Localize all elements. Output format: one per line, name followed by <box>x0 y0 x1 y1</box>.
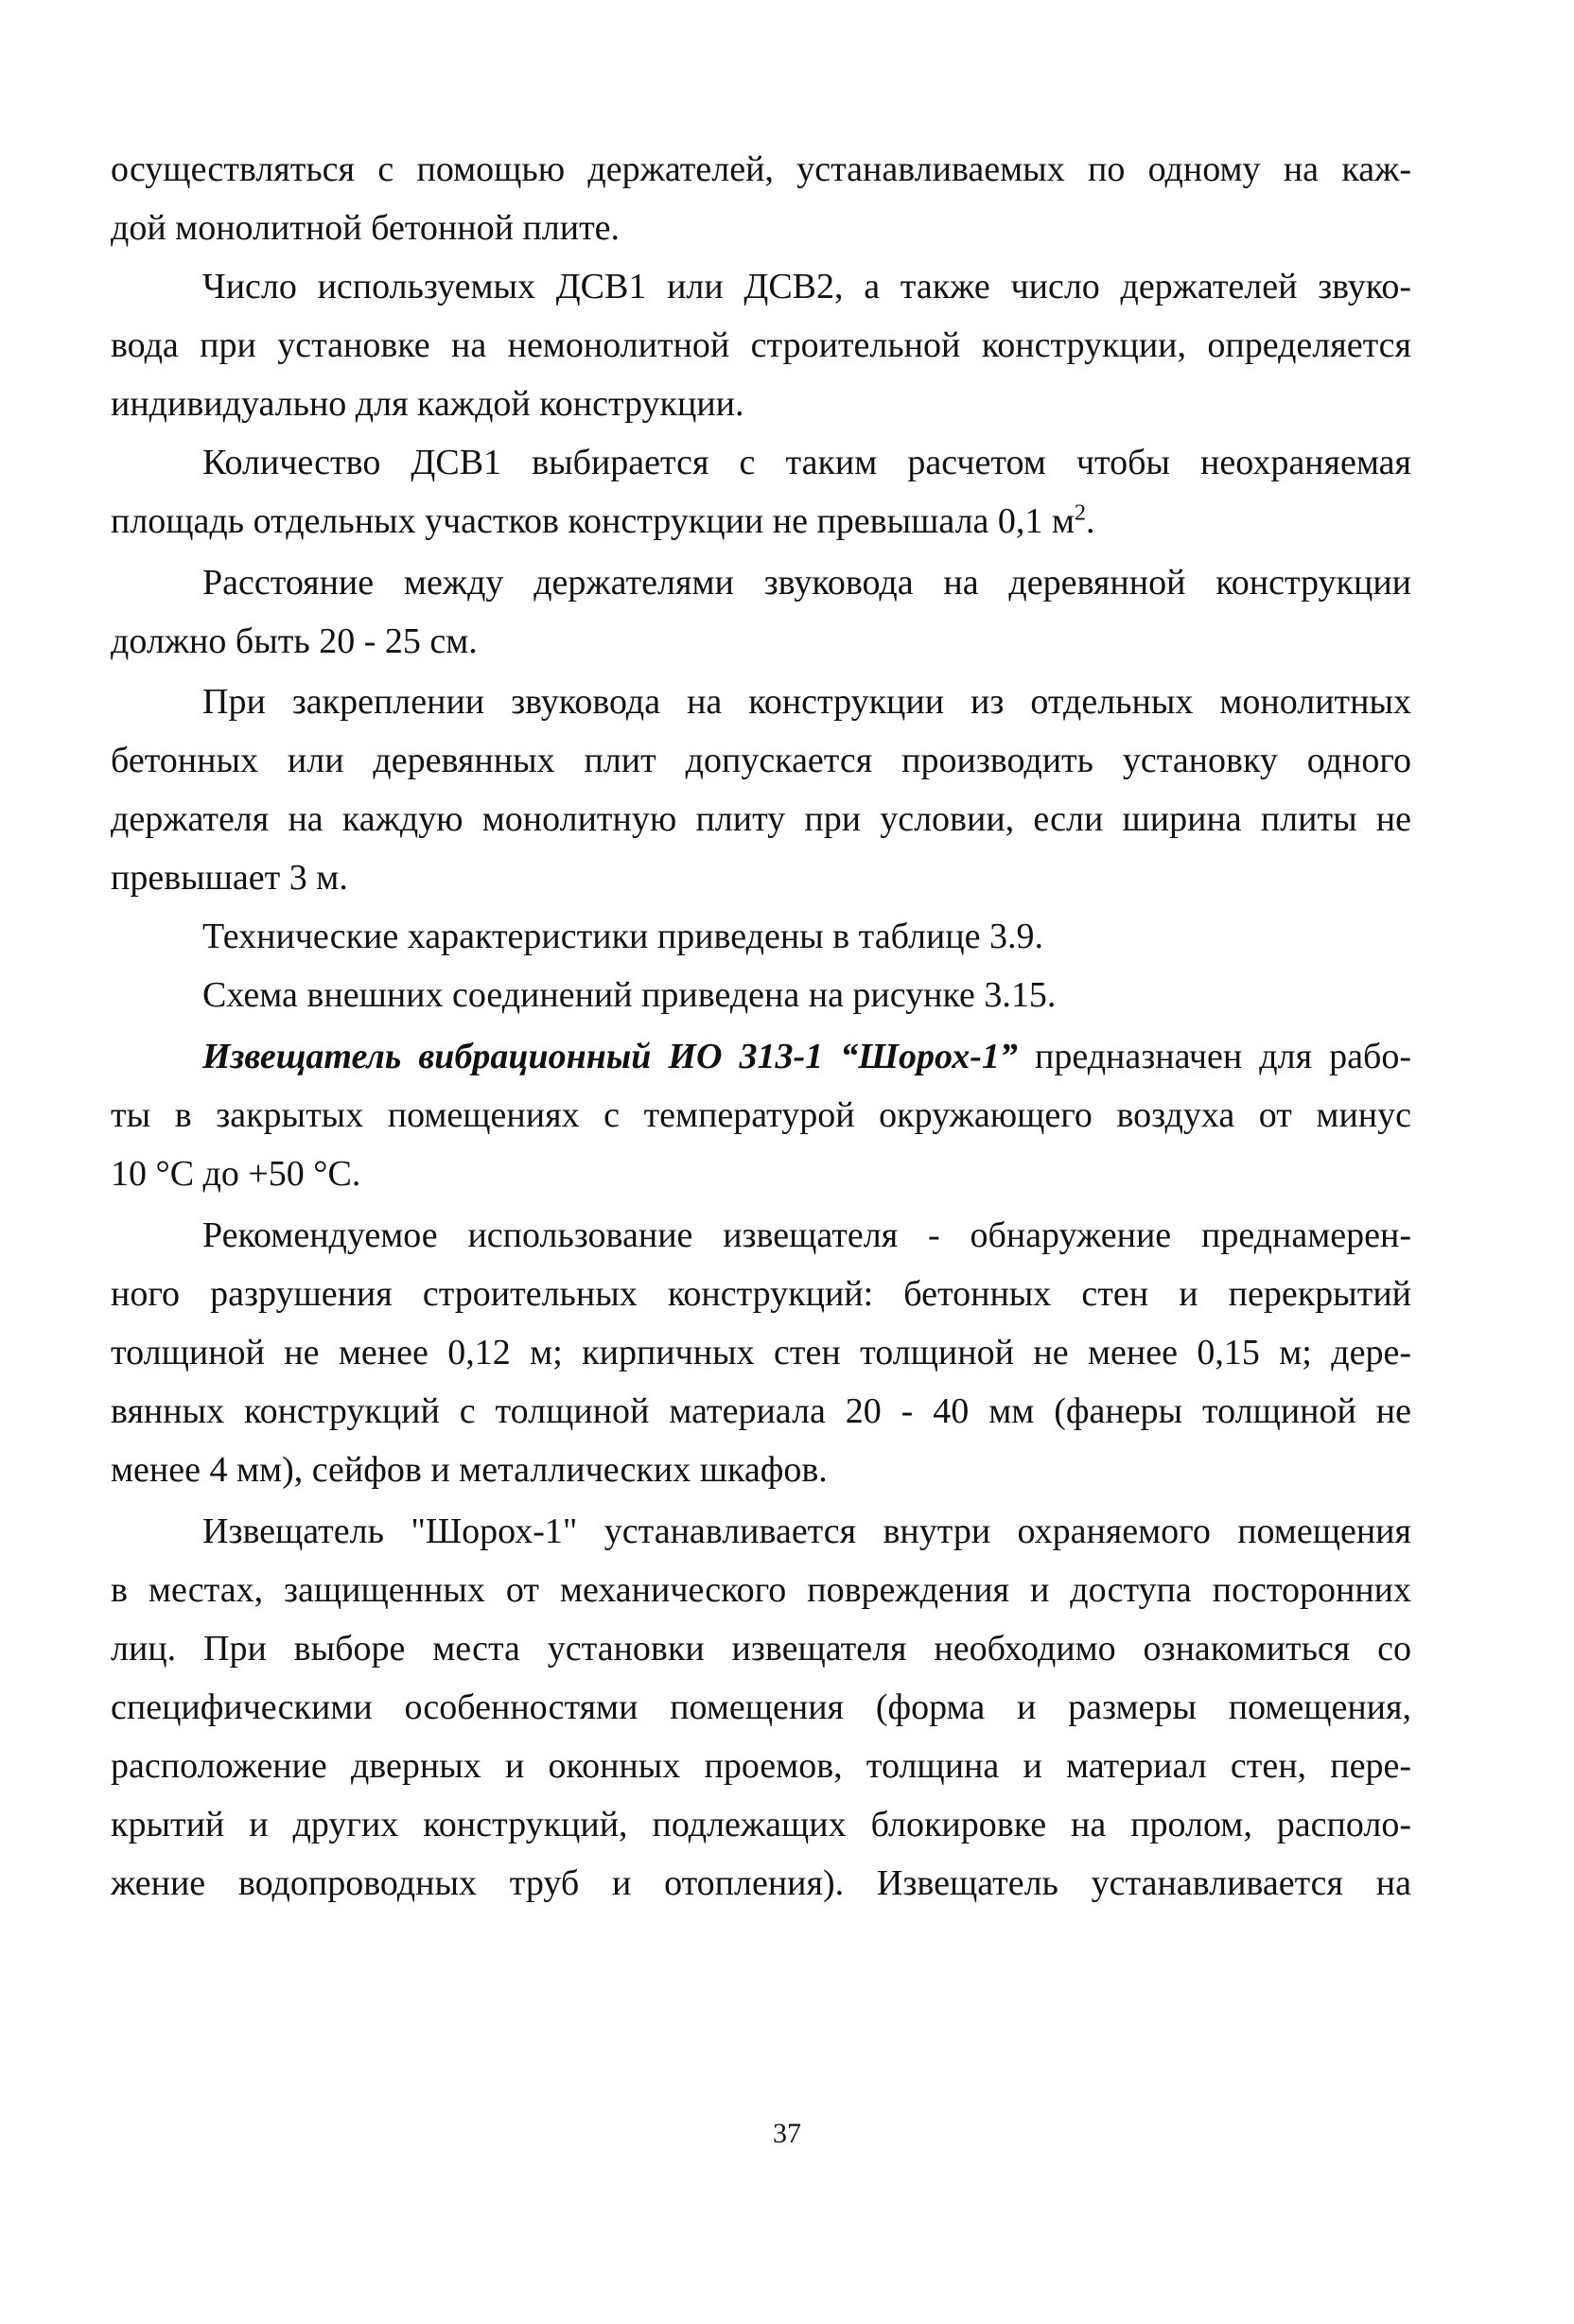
text-line: вода при установке на немонолитной строительной конструкции, определяется <box>111 325 1411 365</box>
text-line: Рекомендуемое использование извещателя - обнаружение преднамерен- <box>202 1215 1411 1255</box>
text-line: жение водопроводных труб и отопления). Извещатель устанавливается на <box>111 1863 1411 1903</box>
superscript: 2 <box>1074 500 1086 526</box>
device-name: Извещатель вибрационный ИО 313-1 “Шорох-1” <box>202 1037 1018 1076</box>
text-line: осуществляться с помощью держателей, устанавливаемых по одному на каж- <box>111 149 1411 189</box>
text-line: Технические характеристики приведены в таблице 3.9. <box>202 917 1043 956</box>
text-line <box>202 1027 1411 1086</box>
text-line: Расстояние между держателями звуковода на деревянной конструкции <box>202 563 1411 603</box>
text-line: толщиной не менее 0,12 м; кирпичных стен толщиной не менее 0,15 м; дере- <box>111 1333 1411 1372</box>
text-line: Схема внешних соединений приведена на рисунке 3.15. <box>202 975 1057 1015</box>
text-line: превышает 3 м. <box>111 858 348 898</box>
text-line: Извещатель "Шорох-1" устанавливается внутри охраняемого помещения <box>202 1511 1411 1551</box>
text-line: бетонных или деревянных плит допускается производить установку одного <box>111 741 1411 780</box>
text-line: менее 4 мм), сейфов и металлических шкафов. <box>111 1450 828 1490</box>
text-line: ного разрушения строительных конструкций: бетонных стен и перекрытий <box>111 1274 1411 1314</box>
text-line: 10 °С до +50 °С. <box>111 1154 361 1194</box>
text-line: индивидуально для каждой конструкции. <box>111 384 744 424</box>
text-span: предназначен для рабо- <box>1017 1037 1412 1076</box>
text-span: площадь отдельных участков конструкции не превышала 0,1 м <box>111 501 1075 541</box>
text-span: . <box>1085 501 1095 541</box>
text-line: специфическими особенностями помещения (форма и размеры помещения, <box>111 1687 1411 1727</box>
text-line: держателя на каждую монолитную плиту при условии, если ширина плиты не <box>111 799 1411 839</box>
text-line: Число используемых ДСВ1 или ДСВ2, а также число держателей звуко- <box>202 267 1411 306</box>
text-line: ты в закрытых помещениях с температурой окружающего воздуха от минус <box>111 1095 1411 1135</box>
text-line: крытий и других конструкций, подлежащих блокировке на пролом, располо- <box>111 1805 1411 1844</box>
text-line: вянных конструкций с толщиной материала 20 - 40 мм (фанеры толщиной не <box>111 1391 1411 1431</box>
text-line: При закреплении звуковода на конструкции из отдельных монолитных <box>202 682 1411 722</box>
text-line: дой монолитной бетонной плите. <box>111 208 621 248</box>
text-line: Количество ДСВ1 выбирается с таким расчетом чтобы неохраняемая <box>202 443 1411 482</box>
text-line: в местах, защищенных от механического повреждения и доступа посторонних <box>111 1570 1411 1610</box>
page-number: 37 <box>773 2118 801 2149</box>
text-line <box>111 492 1411 550</box>
text-line: расположение дверных и оконных проемов, толщина и материал стен, пере- <box>111 1746 1411 1786</box>
text-line: лиц. При выборе места установки извещателя необходимо ознакомиться со <box>111 1629 1411 1669</box>
text-line: должно быть 20 - 25 см. <box>111 621 478 661</box>
